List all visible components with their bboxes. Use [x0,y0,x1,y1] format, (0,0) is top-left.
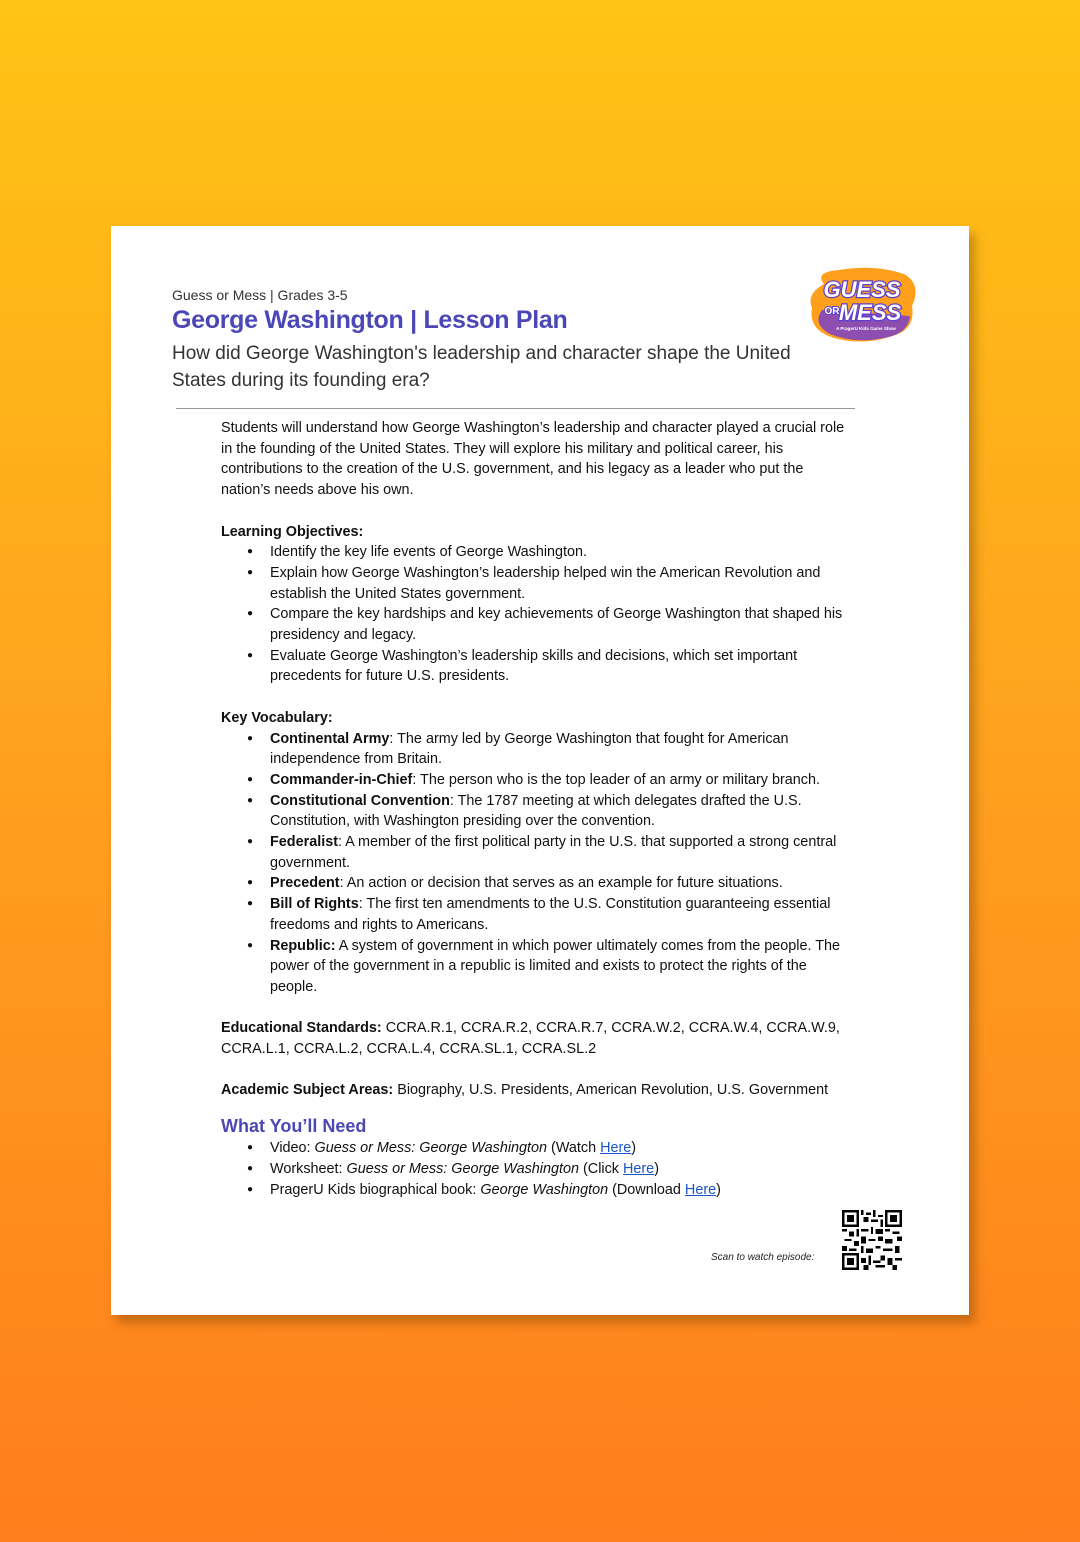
lesson-content [221,418,851,1200]
vocab-item [270,729,851,770]
vocab-term: Precedent [270,875,340,892]
needs-title: Guess or Mess: George Washington [314,1140,548,1157]
needs-item-video [270,1138,851,1159]
vocab-term: Bill of Rights [270,896,359,913]
standards-value: CCRA.R.1, CCRA.R.2, CCRA.R.7, CCRA.W.2, CCRA.W.4, CCRA.W.9, CCRA.L.1, CCRA.L.2, CCRA.L.4, CCRA.SL.1, CCRA.SL.2 [221,1020,840,1058]
essential-question: How did George Washington's leadership and character shape the United States during its founding era? [172,343,791,391]
vocab-item [270,770,851,791]
download-book-link[interactable]: Here [684,1181,717,1198]
vocab-term: Continental Army [270,730,390,747]
guess-or-mess-logo [804,264,919,346]
objectives-list [221,542,851,687]
vocab-definition: : The army led by George Washington that fought for American independence from Britain. [270,730,789,768]
needs-title: George Washington [480,1181,609,1198]
needs-suffix: ) [631,1140,637,1157]
needs-prefix: PragerU Kids biographical book: [270,1181,481,1198]
vocab-definition: A system of government in which power ultimately comes from the people. The power of the government in a republic is limited and exists to protect the rights of the people. [270,937,841,995]
list-item: ● Identify the key life events of George Washington. [270,542,851,563]
vocab-term: Commander-in-Chief [270,771,413,788]
logo-text-or: OR [824,306,840,317]
subjects-label: Academic Subject Areas: [221,1082,394,1099]
vocabulary-list [221,729,851,998]
academic-subject-areas [221,1080,851,1101]
standards-label: Educational Standards: [221,1020,382,1037]
watch-video-link[interactable]: Here [600,1140,632,1157]
lesson-plan-page [111,226,969,1315]
vocab-definition: : An action or decision that serves as an example for future situations. [339,875,783,892]
qr-code-icon[interactable] [842,1210,902,1270]
vocab-item [270,873,851,894]
needs-suffix: ) [654,1160,659,1177]
vocab-item [270,832,851,873]
series-grade-label: Guess or Mess | Grades 3-5 [172,287,348,303]
educational-standards [221,1018,851,1059]
page-title: George Washington | Lesson Plan [172,306,568,334]
vocab-item [270,936,851,998]
vocab-definition: : The person who is the top leader of an army or military branch. [412,771,820,788]
needs-title: Guess or Mess: George Washington [346,1160,580,1177]
needs-list [221,1138,851,1200]
objectives-heading: Learning Objectives: [221,523,364,540]
logo-tagline: A PragerU Kids Game Show [836,326,896,331]
vocab-definition: : The 1787 meeting at which delegates drafted the U.S. Constitution, with Washington presiding over the convention. [270,792,802,830]
scan-label: Scan to watch episode: [711,1252,815,1263]
logo-text-guess: GUESS [823,277,901,302]
subjects-value: Biography, U.S. Presidents, American Revolution, U.S. Government [393,1082,829,1099]
needs-item-worksheet [270,1159,851,1180]
header-divider [176,408,855,409]
list-item: ● Compare the key hardships and key achievements of George Washington that shaped his presidency and legacy. [270,604,851,645]
vocab-definition: : The first ten amendments to the U.S. Constitution guaranteeing essential freedoms and rights to Americans. [270,896,831,933]
vocab-term: Constitutional Convention [270,792,450,809]
needs-mid: (Download [608,1181,685,1198]
worksheet-link[interactable]: Here [622,1160,655,1177]
vocab-term: Federalist [270,834,338,851]
vocab-definition: : A member of the first political party in the U.S. that supported a strong central government. [270,834,837,871]
needs-item-book [270,1180,851,1201]
needs-mid: (Click [579,1160,623,1177]
list-item: ● Evaluate George Washington’s leadership skills and decisions, which set important precedents for future U.S. presidents. [270,646,851,687]
needs-suffix: ) [716,1181,721,1198]
needs-mid: (Watch [547,1140,601,1157]
vocab-item [270,791,851,832]
vocabulary-heading: Key Vocabulary: [221,709,333,726]
needs-prefix: Worksheet: [270,1160,347,1177]
what-youll-need-heading: What You’ll Need [221,1116,367,1137]
list-item: ● Explain how George Washington’s leadership helped win the American Revolution and establish the United States government. [270,563,851,604]
vocab-term: Republic: [270,937,336,954]
needs-prefix: Video: [270,1140,315,1157]
logo-text-mess: MESS [838,300,902,325]
intro-paragraph: Students will understand how George Washington’s leadership and character played a crucial role in the founding of the United States. They will explore his military and political career, his contributions to the creation of the U.S. government, and his legacy as a leader who put the nation’s needs above his own. [221,420,845,499]
vocab-item [270,894,851,935]
